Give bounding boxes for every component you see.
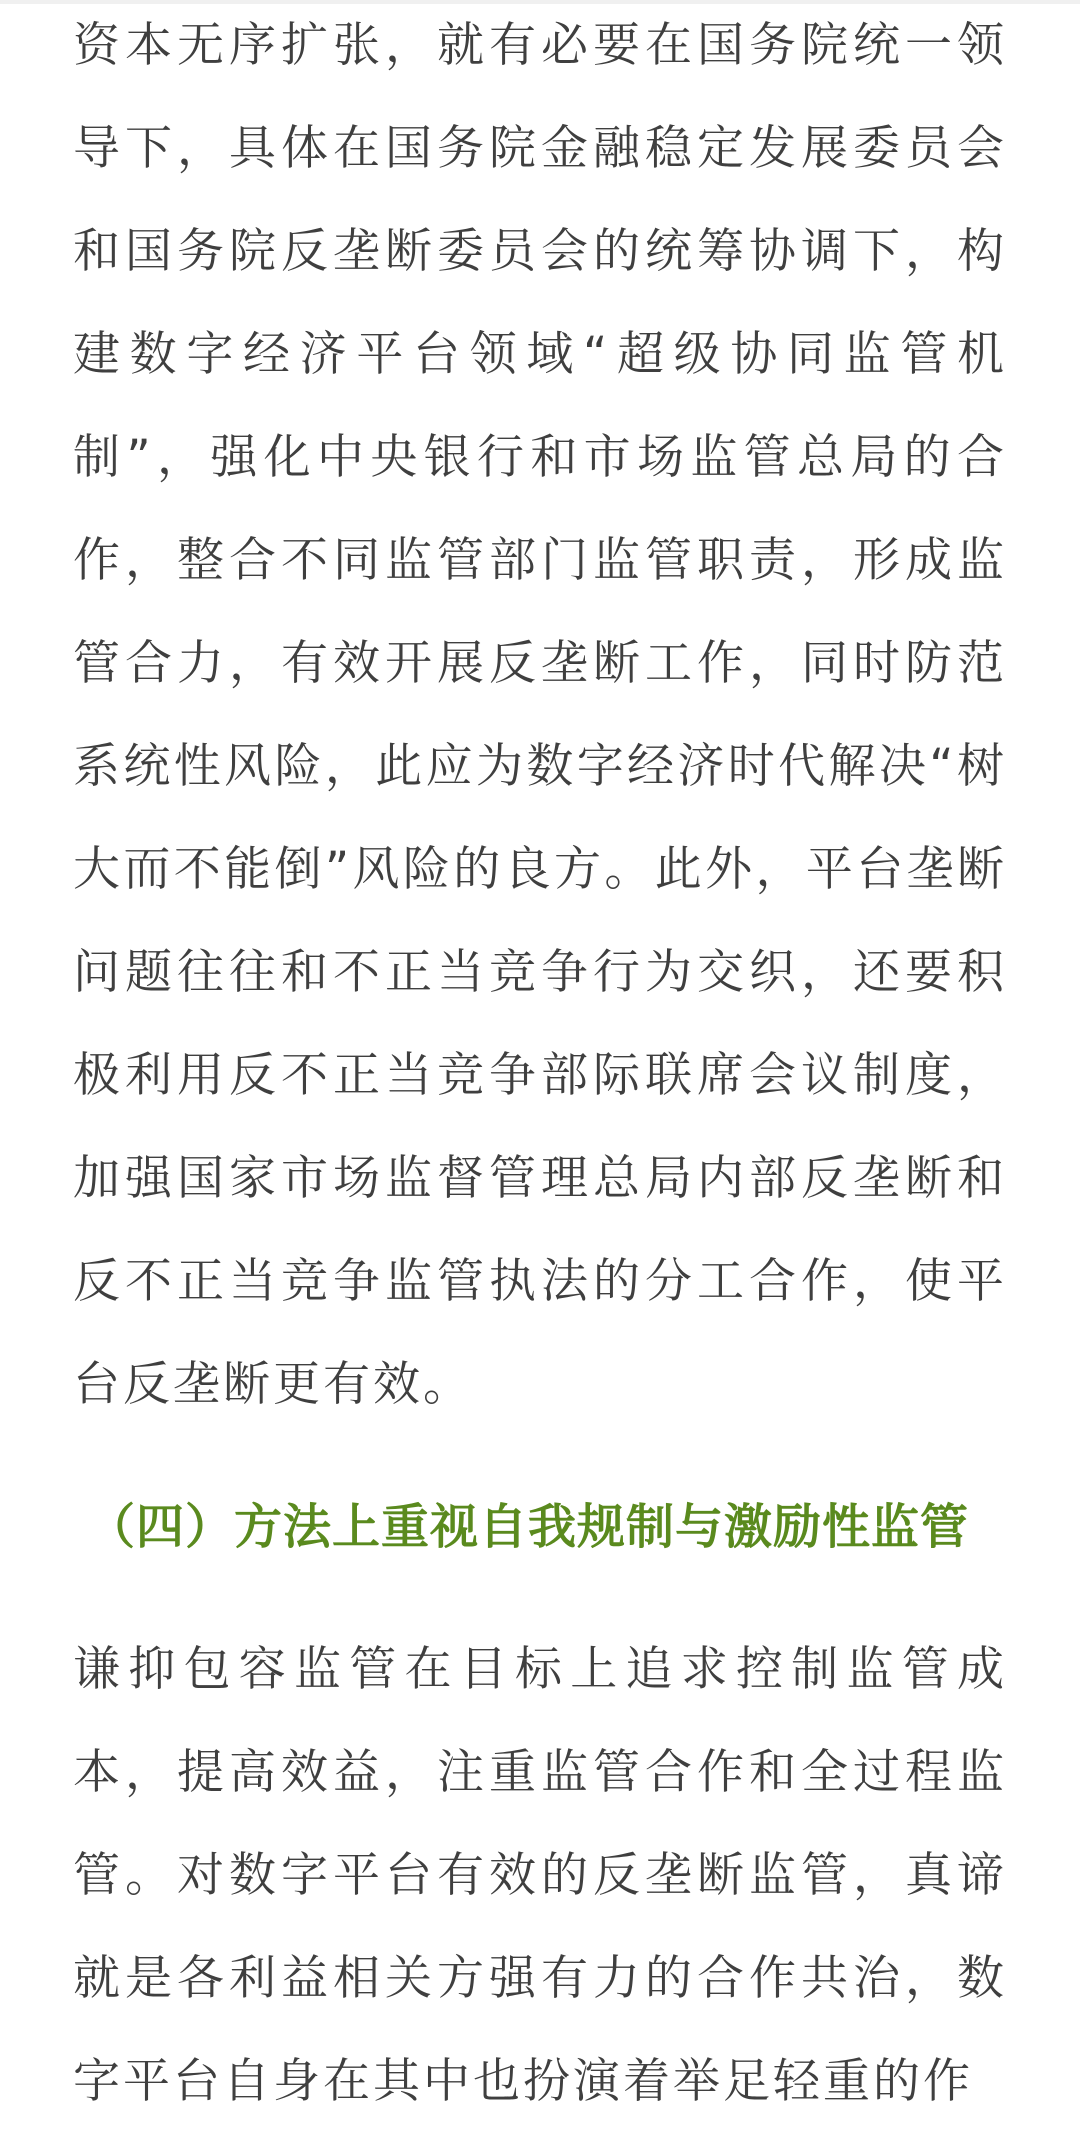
article-paragraph: 谦抑包容监管在目标上追求控制监管成本，提高效益，注重监管合作和全过程监管。对数字平台有效的反垄断监管，真谛就是各利益相关方强有力的合作共治，数字平台自身在其中也扮演着举足轻重的作 bbox=[73, 1642, 1007, 2109]
article-body bbox=[73, 0, 1007, 2133]
section-heading: （四）方法上重视自我规制与激励性监管 bbox=[87, 1499, 970, 1555]
article-paragraph: 资本无序扩张，就有必要在国务院统一领导下，具体在国务院金融稳定发展委员会和国务院反垄断委员会的统筹协调下，构建数字经济平台领域“超级协同监管机制”，强化中央银行和市场监管总局的合作，整合不同监管部门监管职责，形成监管合力，有效开展反垄断工作，同时防范系统性风险，此应为数字经济时代解决“树大而不能倒”风险的良方。此外，平台垄断问题往往和不正当竞争行为交织，还要积极利用反不正当竞争部际联席会议制度，加强国家市场监督管理总局内部反垄断和反不正当竞争监管执法的分工合作，使平台反垄断更有效。 bbox=[73, 18, 1007, 1412]
